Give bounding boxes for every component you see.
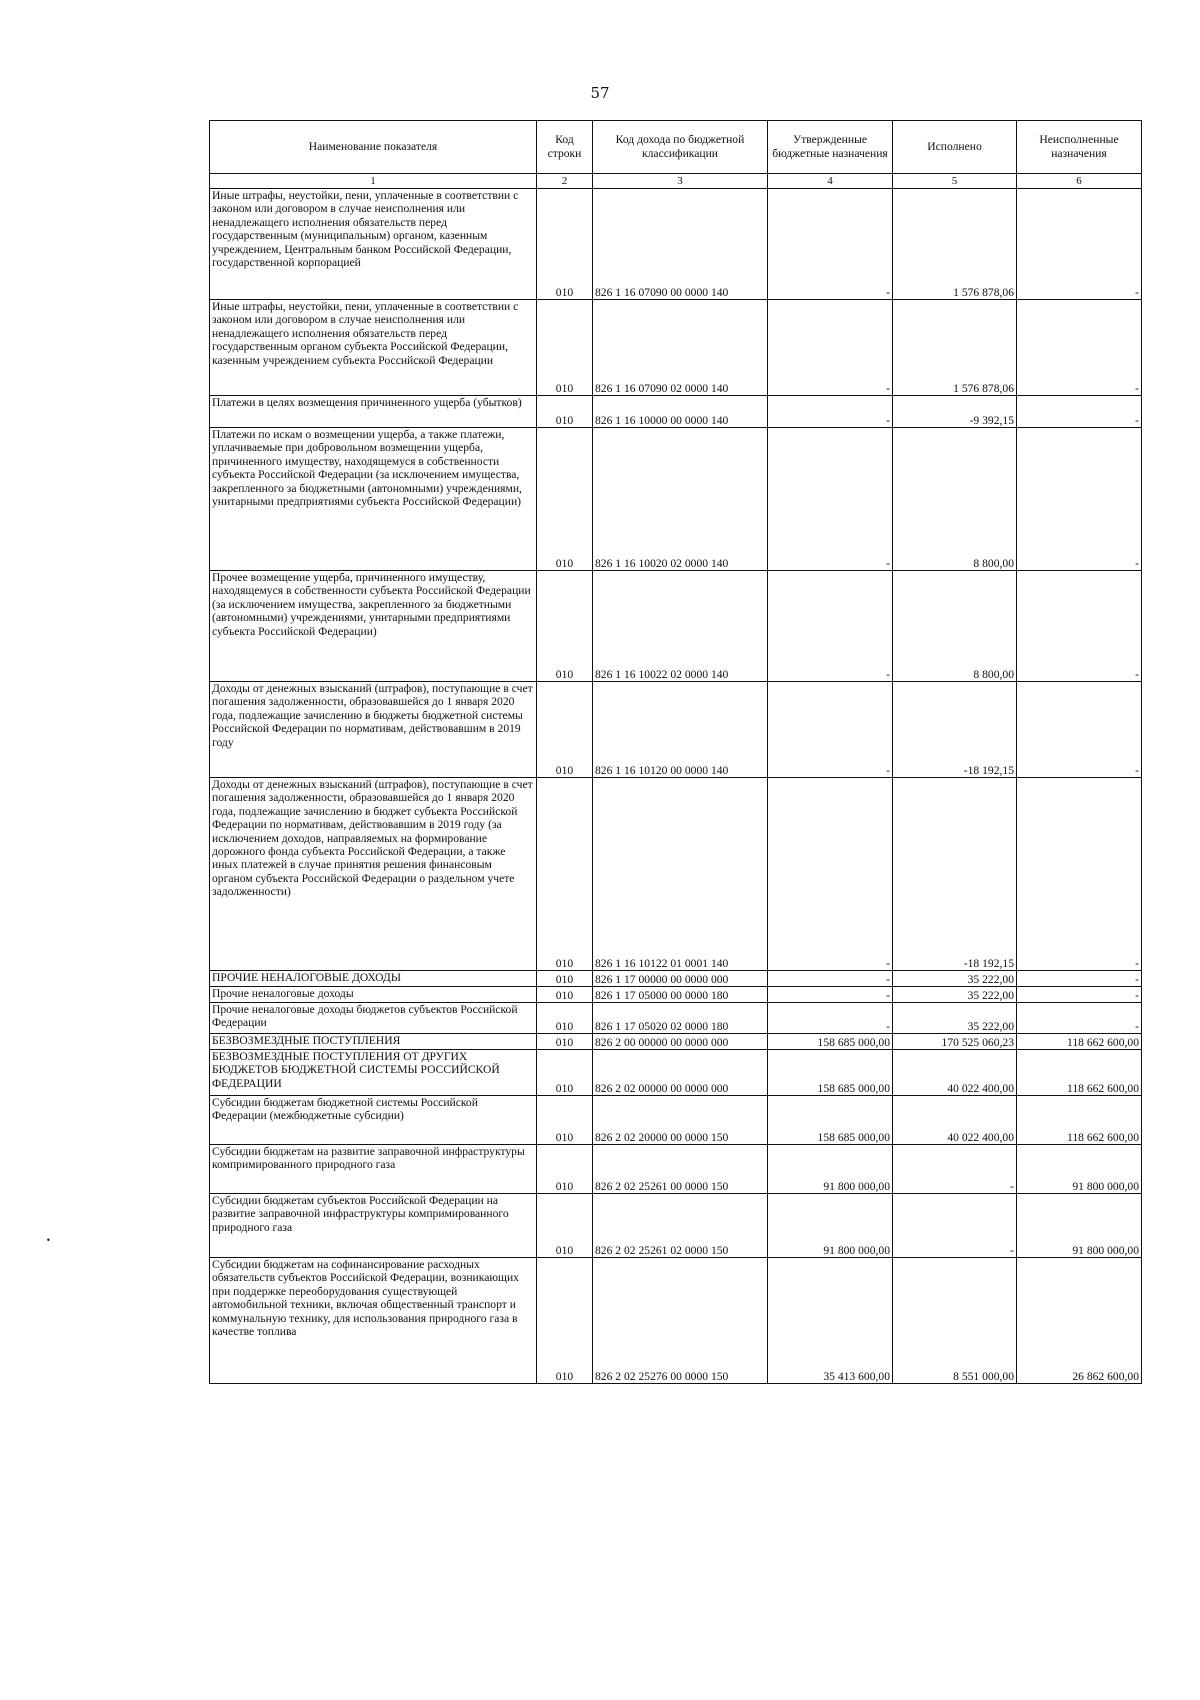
row-unexecuted-amount: - xyxy=(1017,189,1142,300)
header-unexecuted-appointments: Неисполненные назначения xyxy=(1017,121,1142,174)
row-line-code: 010 xyxy=(537,971,593,987)
row-unexecuted-amount: 91 800 000,00 xyxy=(1017,1194,1142,1258)
row-budget-classification-code: 826 1 16 10020 02 0000 140 xyxy=(593,428,768,571)
row-line-code: 010 xyxy=(537,682,593,778)
row-line-code: 010 xyxy=(537,189,593,300)
row-approved-amount: - xyxy=(768,778,893,971)
row-line-code: 010 xyxy=(537,1034,593,1050)
row-line-code: 010 xyxy=(537,1050,593,1096)
row-budget-classification-code: 826 1 17 05020 02 0000 180 xyxy=(593,1003,768,1034)
row-line-code: 010 xyxy=(537,1194,593,1258)
row-indicator-name: БЕЗВОЗМЕЗДНЫЕ ПОСТУПЛЕНИЯ ОТ ДРУГИХ БЮДЖЕТОВ БЮДЖЕТНОЙ СИСТЕМЫ РОССИЙСКОЙ ФЕДЕРАЦИИ xyxy=(210,1050,537,1096)
row-budget-classification-code: 826 1 17 00000 00 0000 000 xyxy=(593,971,768,987)
table-row xyxy=(210,571,1142,682)
stray-mark: • xyxy=(46,1236,51,1245)
row-approved-amount: - xyxy=(768,971,893,987)
table-header xyxy=(210,121,1142,189)
row-indicator-name: ПРОЧИЕ НЕНАЛОГОВЫЕ ДОХОДЫ xyxy=(210,971,537,987)
row-unexecuted-amount: - xyxy=(1017,987,1142,1003)
row-budget-classification-code: 826 2 02 25261 00 0000 150 xyxy=(593,1145,768,1194)
row-budget-classification-code: 826 1 17 05000 00 0000 180 xyxy=(593,987,768,1003)
row-indicator-name: Платежи по искам о возмещении ущерба, а также платежи, уплачиваемые при добровольном возмещении ущерба, причиненного имуществу, находящемуся в собственности субъекта Российской Федерации (за исключением имущества, закрепленного за бюджетными (автономными) учреждениями, унитарными предприятиями субъекта Российской Федерации) xyxy=(210,428,537,571)
row-executed-amount: -18 192,15 xyxy=(893,682,1017,778)
row-approved-amount: - xyxy=(768,1003,893,1034)
row-executed-amount: 1 576 878,06 xyxy=(893,189,1017,300)
row-indicator-name: Субсидии бюджетам на развитие заправочной инфраструктуры компримированного природного газа xyxy=(210,1145,537,1194)
row-budget-classification-code: 826 1 16 10120 00 0000 140 xyxy=(593,682,768,778)
row-indicator-name: Субсидии бюджетам субъектов Российской Федерации на развитие заправочной инфраструктуры компримированного природного газа xyxy=(210,1194,537,1258)
column-number-5: 5 xyxy=(893,174,1017,189)
row-unexecuted-amount: - xyxy=(1017,778,1142,971)
row-indicator-name: БЕЗВОЗМЕЗДНЫЕ ПОСТУПЛЕНИЯ xyxy=(210,1034,537,1050)
table-row xyxy=(210,1050,1142,1096)
row-line-code: 010 xyxy=(537,300,593,396)
row-line-code: 010 xyxy=(537,1003,593,1034)
table-body xyxy=(210,189,1142,1384)
row-budget-classification-code: 826 2 02 20000 00 0000 150 xyxy=(593,1096,768,1145)
row-indicator-name: Иные штрафы, неустойки, пени, уплаченные в соответствии с законом или договором в случае неисполнения или ненадлежащего исполнения обязательств перед государственным органом субъекта Российской Федерации, казенным учреждением субъекта Российской Федерации xyxy=(210,300,537,396)
row-indicator-name: Прочие неналоговые доходы бюджетов субъектов Российской Федерации xyxy=(210,1003,537,1034)
header-row xyxy=(210,121,1142,174)
row-approved-amount: - xyxy=(768,396,893,428)
row-executed-amount: 35 222,00 xyxy=(893,1003,1017,1034)
column-number-4: 4 xyxy=(768,174,893,189)
table-row xyxy=(210,1034,1142,1050)
row-executed-amount: 40 022 400,00 xyxy=(893,1050,1017,1096)
row-executed-amount: - xyxy=(893,1145,1017,1194)
row-executed-amount: 170 525 060,23 xyxy=(893,1034,1017,1050)
header-line-code: Код строки xyxy=(537,121,593,174)
row-budget-classification-code: 826 1 16 10122 01 0001 140 xyxy=(593,778,768,971)
row-executed-amount: 8 551 000,00 xyxy=(893,1258,1017,1384)
row-approved-amount: - xyxy=(768,987,893,1003)
row-approved-amount: 91 800 000,00 xyxy=(768,1145,893,1194)
row-unexecuted-amount: - xyxy=(1017,428,1142,571)
row-line-code: 010 xyxy=(537,1145,593,1194)
row-line-code: 010 xyxy=(537,987,593,1003)
row-budget-classification-code: 826 2 02 00000 00 0000 000 xyxy=(593,1050,768,1096)
row-unexecuted-amount: 118 662 600,00 xyxy=(1017,1096,1142,1145)
row-budget-classification-code: 826 1 16 07090 02 0000 140 xyxy=(593,300,768,396)
row-executed-amount: 40 022 400,00 xyxy=(893,1096,1017,1145)
row-indicator-name: Субсидии бюджетам на софинансирование расходных обязательств субъектов Российской Федерации, возникающих при поддержке переоборудования существующей автомобильной техники, включая общественный транспорт и коммунальную технику, для использования природного газа в качестве топлива xyxy=(210,1258,537,1384)
row-approved-amount: - xyxy=(768,571,893,682)
row-executed-amount: -18 192,15 xyxy=(893,778,1017,971)
row-unexecuted-amount: 118 662 600,00 xyxy=(1017,1050,1142,1096)
table-row xyxy=(210,971,1142,987)
row-executed-amount: 1 576 878,06 xyxy=(893,300,1017,396)
row-unexecuted-amount: - xyxy=(1017,971,1142,987)
row-approved-amount: 158 685 000,00 xyxy=(768,1096,893,1145)
row-unexecuted-amount: - xyxy=(1017,571,1142,682)
row-unexecuted-amount: 26 862 600,00 xyxy=(1017,1258,1142,1384)
table-row xyxy=(210,1096,1142,1145)
column-number-row xyxy=(210,174,1142,189)
page-number: 57 xyxy=(590,84,610,102)
table-row xyxy=(210,189,1142,300)
table-row xyxy=(210,396,1142,428)
row-unexecuted-amount: - xyxy=(1017,1003,1142,1034)
table-row xyxy=(210,1145,1142,1194)
row-indicator-name: Доходы от денежных взысканий (штрафов), поступающие в счет погашения задолженности, образовавшейся до 1 января 2020 года, подлежащие зачислению в бюджет субъекта Российской Федерации по нормативам, действовавшим в 2019 году (за исключением доходов, направляемых на формирование дорожного фонда субъекта Российской Федерации, а также иных платежей в случае принятия решения финансовым органом субъекта Российской Федерации о раздельном учете задолженности) xyxy=(210,778,537,971)
row-line-code: 010 xyxy=(537,1096,593,1145)
row-line-code: 010 xyxy=(537,778,593,971)
row-approved-amount: 91 800 000,00 xyxy=(768,1194,893,1258)
row-executed-amount: 8 800,00 xyxy=(893,428,1017,571)
row-budget-classification-code: 826 1 16 07090 00 0000 140 xyxy=(593,189,768,300)
table-row xyxy=(210,778,1142,971)
header-budget-classification-code: Код дохода по бюджетной классификации xyxy=(593,121,768,174)
table-row xyxy=(210,682,1142,778)
row-executed-amount: 8 800,00 xyxy=(893,571,1017,682)
column-number-1: 1 xyxy=(210,174,537,189)
row-indicator-name: Платежи в целях возмещения причиненного ущерба (убытков) xyxy=(210,396,537,428)
row-approved-amount: - xyxy=(768,428,893,571)
column-number-6: 6 xyxy=(1017,174,1142,189)
row-approved-amount: 158 685 000,00 xyxy=(768,1034,893,1050)
row-approved-amount: - xyxy=(768,300,893,396)
row-approved-amount: 35 413 600,00 xyxy=(768,1258,893,1384)
row-unexecuted-amount: - xyxy=(1017,300,1142,396)
table-row xyxy=(210,1258,1142,1384)
row-line-code: 010 xyxy=(537,428,593,571)
table-row xyxy=(210,428,1142,571)
row-budget-classification-code: 826 1 16 10000 00 0000 140 xyxy=(593,396,768,428)
row-indicator-name: Прочие неналоговые доходы xyxy=(210,987,537,1003)
table-row xyxy=(210,300,1142,396)
row-indicator-name: Доходы от денежных взысканий (штрафов), поступающие в счет погашения задолженности, образовавшейся до 1 января 2020 года, подлежащие зачислению в бюджеты бюджетной системы Российской Федерации по нормативам, действовавшим в 2019 году xyxy=(210,682,537,778)
row-unexecuted-amount: 118 662 600,00 xyxy=(1017,1034,1142,1050)
row-budget-classification-code: 826 1 16 10022 02 0000 140 xyxy=(593,571,768,682)
row-executed-amount: 35 222,00 xyxy=(893,987,1017,1003)
row-executed-amount: 35 222,00 xyxy=(893,971,1017,987)
row-approved-amount: 158 685 000,00 xyxy=(768,1050,893,1096)
column-number-2: 2 xyxy=(537,174,593,189)
row-executed-amount: -9 392,15 xyxy=(893,396,1017,428)
table-row xyxy=(210,1003,1142,1034)
row-executed-amount: - xyxy=(893,1194,1017,1258)
table-row xyxy=(210,1194,1142,1258)
header-approved-appointments: Утвержденные бюджетные назначения xyxy=(768,121,893,174)
row-budget-classification-code: 826 2 02 25276 00 0000 150 xyxy=(593,1258,768,1384)
row-unexecuted-amount: - xyxy=(1017,396,1142,428)
row-line-code: 010 xyxy=(537,1258,593,1384)
row-line-code: 010 xyxy=(537,396,593,428)
row-approved-amount: - xyxy=(768,682,893,778)
budget-execution-table xyxy=(209,120,1142,1384)
header-executed: Исполнено xyxy=(893,121,1017,174)
row-approved-amount: - xyxy=(768,189,893,300)
column-number-3: 3 xyxy=(593,174,768,189)
row-budget-classification-code: 826 2 02 25261 02 0000 150 xyxy=(593,1194,768,1258)
row-unexecuted-amount: 91 800 000,00 xyxy=(1017,1145,1142,1194)
table-row xyxy=(210,987,1142,1003)
row-indicator-name: Прочее возмещение ущерба, причиненного имуществу, находящемуся в собственности субъекта Российской Федерации (за исключением имущества, закрепленного за бюджетными (автономными) учреждениями, унитарными предприятиями субъекта Российской Федерации) xyxy=(210,571,537,682)
row-unexecuted-amount: - xyxy=(1017,682,1142,778)
row-budget-classification-code: 826 2 00 00000 00 0000 000 xyxy=(593,1034,768,1050)
header-indicator-name: Наименование показателя xyxy=(210,121,537,174)
row-indicator-name: Иные штрафы, неустойки, пени, уплаченные в соответствии с законом или договором в случае неисполнения или ненадлежащего исполнения обязательств перед государственным (муниципальным) органом, казенным учреждением, Центральным банком Российской Федерации, государственной корпорацией xyxy=(210,189,537,300)
row-indicator-name: Субсидии бюджетам бюджетной системы Российской Федерации (межбюджетные субсидии) xyxy=(210,1096,537,1145)
row-line-code: 010 xyxy=(537,571,593,682)
